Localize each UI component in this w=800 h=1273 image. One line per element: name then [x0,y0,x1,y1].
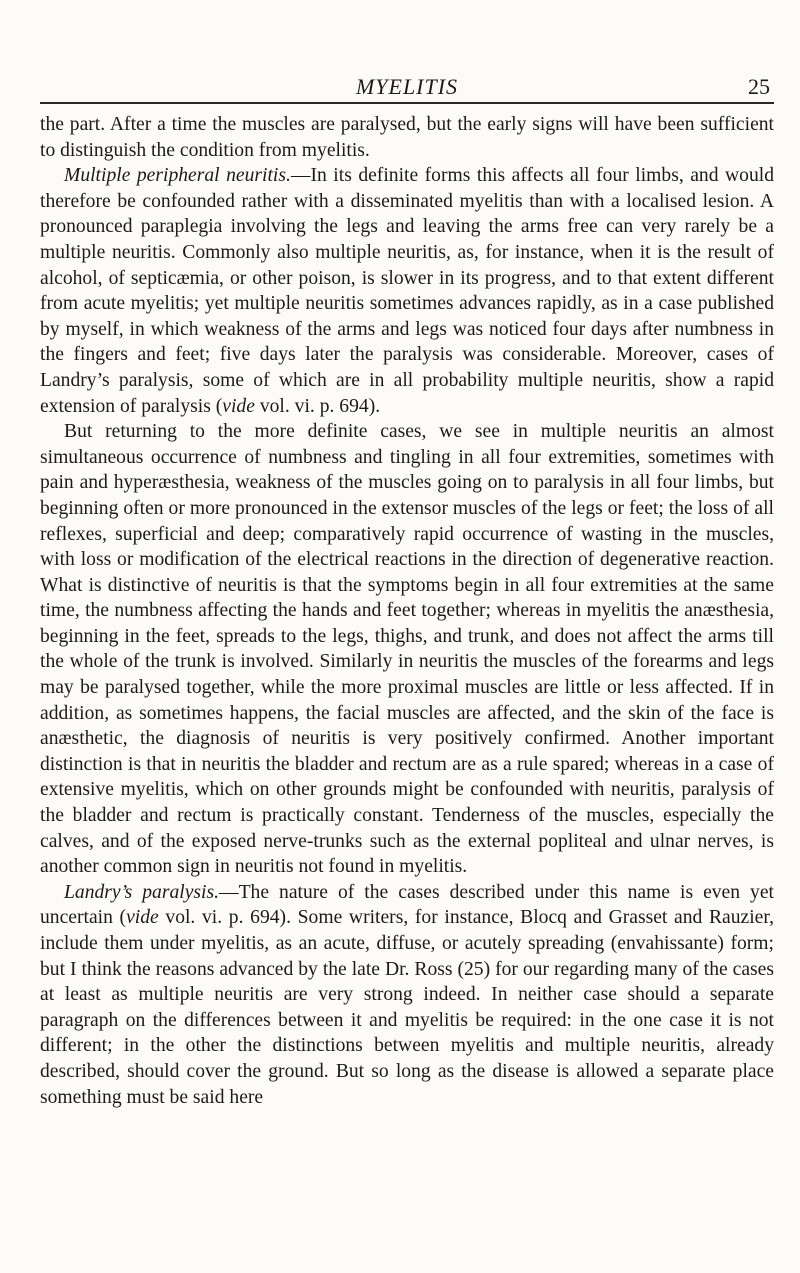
paragraph-text: —The nature of the cases described under this name is even yet uncertain ( [40,881,774,929]
running-head [40,70,774,104]
reference-vide: vide [222,395,255,417]
paragraph-multiple-neuritis [40,163,774,419]
paragraph-text: —In its definite forms this affects all four limbs, and would therefore be confounded rather with a disseminated myelitis than with a localised lesion. A pronounced paraplegia involving the legs and leaving the arms free can very rarely be a multiple neuritis. Commonly also multiple neuritis, as, for instance, when it is the result of alcohol, of septicæmia, or other poison, is slower in its progress, and to that extent different from acute myelitis; yet multiple neuritis sometimes advances rapidly, as in a case published by myself, in which weakness of the arms and legs was noticed four days after numbness in the fingers and feet; five days later the paralysis was considerable. Moreover, cases of Landry’s paralysis, some of which are in all probability multiple neuritis, show a rapid extension of paralysis ( [40,165,774,417]
paragraph-landrys-paralysis [40,880,774,1110]
paragraph-text-after: vol. vi. p. 694). Some writers, for instance, Blocq and Grasset and Rauzier, include them under myelitis, as an acute, diffuse, or acutely spreading (envahissante) form; but I think the reasons advanced by the late Dr. Ross (25) for our regarding many of the cases at least as multiple neuritis are very strong indeed. In neither case should a separate paragraph on the differences between it and myelitis be required: in the one case it is not different; in the other the distinctions between myelitis and multiple neuritis, already described, should cover the ground. But so long as the disease is allowed a separate place something must be said here [40,907,775,1108]
body-text [40,112,774,1110]
reference-vide: vide [126,907,159,929]
page-number: 25 [748,74,770,99]
paragraph-text: the part. After a time the muscles are paralysed, but the early signs will have been sufficient to distinguish the condition from myelitis. [40,114,774,161]
run-in-heading: Landry’s paralysis. [64,881,219,903]
running-title: MYELITIS [355,74,459,99]
paragraph-text-after: vol. vi. p. 694). [254,395,381,417]
paragraph-text: But returning to the more definite cases, we see in multiple neuritis an almost simultaneous occurrence of numbness and tingling in all four extremities, sometimes with pain and hyperæsthesia, weakness of the muscles going on to paralysis in all four limbs, but beginning often or more pronounced in the extensor muscles of the legs or feet; the loss of all reflexes, superficial and deep; comparatively rapid occurrence of wasting in the muscles, with loss or modification of the electrical reactions in the direction of degenerative reaction. What is distinctive of neuritis is that the symptoms begin in all four extremities at the same time, the numbness affecting the hands and feet together; whereas in myelitis the anæsthesia, beginning in the feet, spreads to the legs, thighs, and trunk, and does not affect the arms till the whole of the trunk is involved. Similarly in neuritis the muscles of the forearms and legs may be paralysed together, while the more proximal muscles are little or less affected. If in addition, as sometimes happens, the facial muscles are affected, and the skin of the face is anæsthetic, the diagnosis of neuritis is very positively confirmed. Another important distinction is that in neuritis the bladder and rectum are as a rule spared; whereas in a case of extensive myelitis, which on other grounds might be confounded with neuritis, paralysis of the bladder and rectum is practically constant. Tenderness of the muscles, especially the calves, and of the exposed nerve-trunks such as the external popliteal and ulnar nerves, is another common sign in neuritis not found in myelitis. [40,421,774,878]
paragraph-continuation [40,112,774,163]
paragraph-definite-cases [40,419,774,880]
run-in-heading: Multiple peripheral neuritis. [64,165,291,187]
